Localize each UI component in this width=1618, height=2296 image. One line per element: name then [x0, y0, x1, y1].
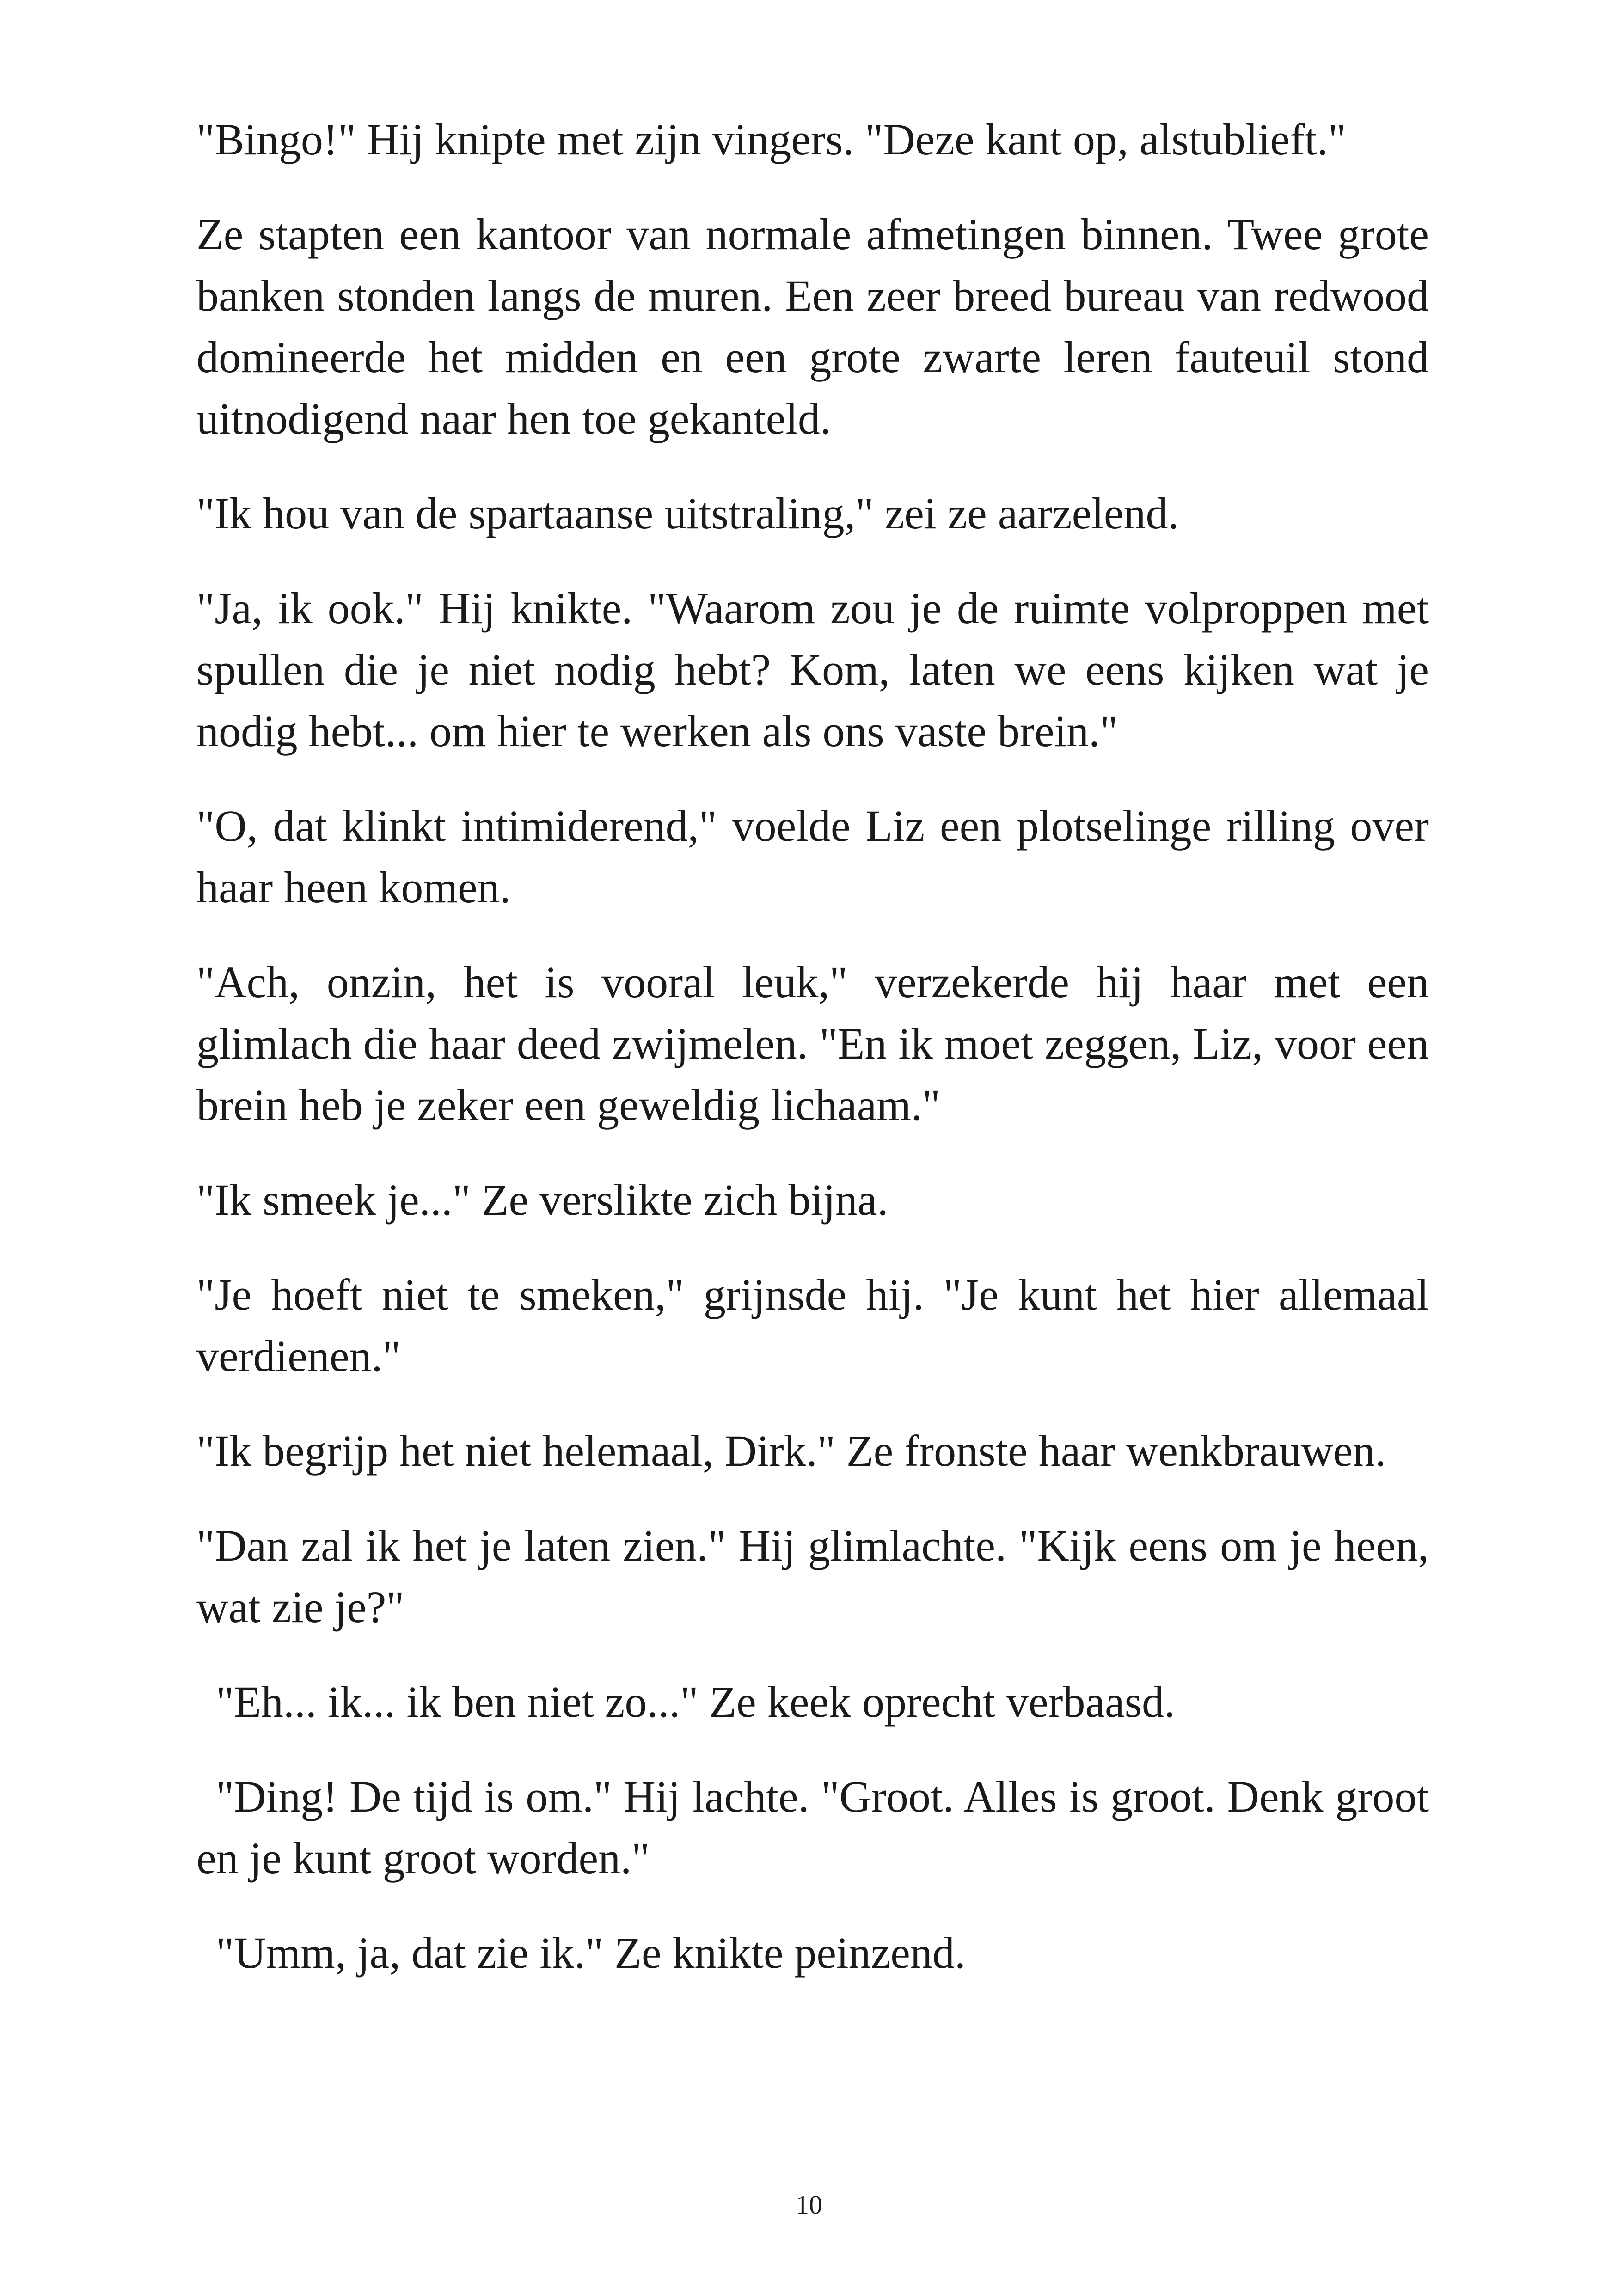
- paragraph: Ze stapten een kantoor van normale afmetingen binnen. Twee grote banken stonden langs de muren. Een zeer breed bureau van redwood domineerde het midden en een grote zwarte leren fauteuil stond uitnodigend naar hen toe gekanteld.: [196, 209, 1429, 443]
- page-number: 10: [796, 2190, 822, 2220]
- paragraph: "Ach, onzin, het is vooral leuk," verzekerde hij haar met een glimlach die haar deed zwijmelen. "En ik moet zeggen, Liz, voor een brein heb je zeker een geweldig lichaam.": [196, 957, 1429, 1130]
- paragraph: "Je hoeft niet te smeken," grijnsde hij. "Je kunt het hier allemaal verdienen.": [196, 1270, 1429, 1381]
- paragraph: "Bingo!" Hij knipte met zijn vingers. "Deze kant op, alstublieft.": [196, 115, 1346, 164]
- body-text: [196, 109, 1429, 2017]
- paragraph: "O, dat klinkt intimiderend," voelde Liz een plotselinge rilling over haar heen komen.: [196, 801, 1429, 912]
- paragraph: "Dan zal ik het je laten zien." Hij glimlachte. "Kijk eens om je heen, wat zie je?": [196, 1521, 1429, 1632]
- paragraph: "Umm, ja, dat zie ik." Ze knikte peinzend.: [216, 1928, 966, 1978]
- paragraph: "Ja, ik ook." Hij knikte. "Waarom zou je de ruimte volproppen met spullen die je niet nodig hebt? Kom, laten we eens kijken wat je nodig hebt... om hier te werken als ons vaste brein.": [196, 583, 1429, 756]
- paragraph: "Ik begrijp het niet helemaal, Dirk." Ze fronste haar wenkbrauwen.: [196, 1426, 1386, 1476]
- paragraph: "Ik hou van de spartaanse uitstraling," zei ze aarzelend.: [196, 489, 1179, 538]
- paragraph: "Eh... ik... ik ben niet zo..." Ze keek oprecht verbaasd.: [216, 1677, 1176, 1727]
- paragraph: "Ik smeek je..." Ze verslikte zich bijna.: [196, 1175, 889, 1225]
- paragraph: "Ding! De tijd is om." Hij lachte. "Groot. Alles is groot. Denk groot en je kunt groot worden.": [196, 1772, 1429, 1883]
